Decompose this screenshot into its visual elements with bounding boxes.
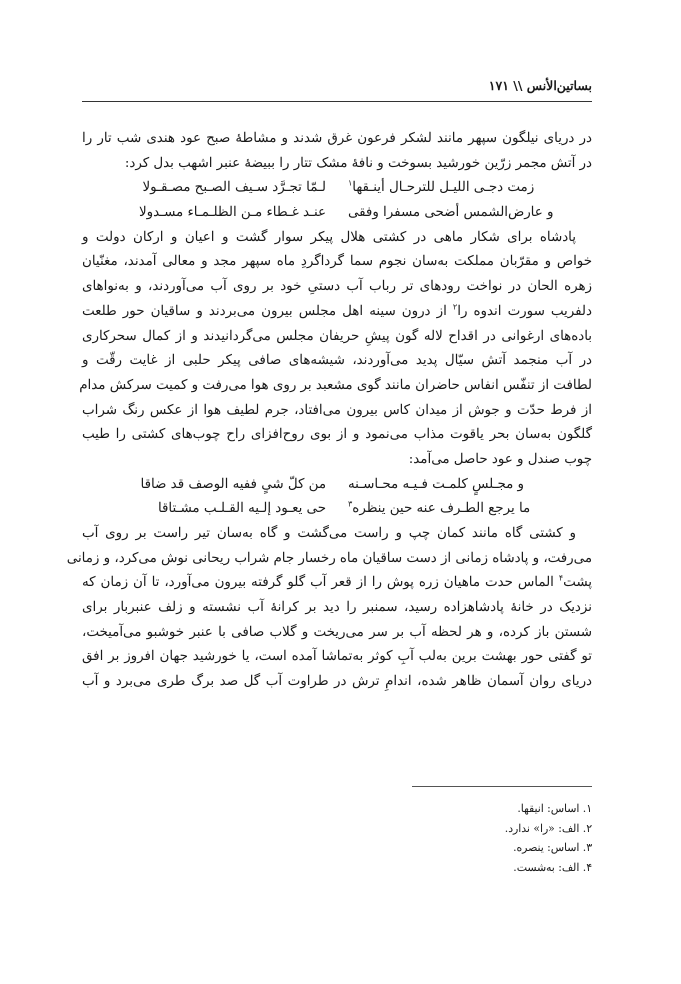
verse-hemistich-second: عنـد غـطاء مـن الظلـمـاء مسـدولا — [139, 205, 326, 221]
text-line: پشت$^۴$ الماس حدت ماهیان زره پوش را از قعر آب گلو گرفته بیرون می‌آورد، تا آن زمان که — [82, 573, 592, 591]
verse-hemistich-first: ما یرجع الطـرف عنه حین ینظره$^۳$ — [348, 499, 531, 517]
footnote-marker: ۴ — [558, 573, 564, 583]
footnote-marker: ۳ — [348, 499, 353, 509]
verse-hemistich-first: و عارض‌الشمس أضحی مسفرا وفقی — [348, 205, 554, 221]
verse-line — [82, 176, 592, 201]
text-line: و کشتی گاه مانند کمان چپ و راست می‌گشت و گاه به‌سان تیر راست بر روی آب — [82, 526, 576, 541]
text-line: زهره الحان در نواخت رودهای تر رباب آب دستیِ خود بر روی آب می‌آوردند، و به‌نواهای — [82, 279, 592, 295]
text-line: باده‌های ارغوانی در اقداح لاله گون پیشِ حریفان مجلس می‌گردانیدند و از کمال سحرکاری — [82, 328, 592, 344]
verse-hemistich-second: لـمّا تجـرَّد سـیف الصـبح مصـقـولا — [142, 180, 326, 196]
verse-line — [82, 473, 592, 498]
verse-hemistich-second: حی یعـود إلـیه القـلـب مشـتاقا — [157, 501, 326, 517]
main-text — [66, 127, 592, 695]
text-line: دریای روان آسمان ظاهر شده، اندامِ ترش در طراوت آب گل صد برگ طری می‌برد و آب — [82, 674, 592, 690]
text-line: شستن باز کرده، و هر لحظه آب بر سر می‌ریخت و گلاب صافی با عنبر خوشبو می‌آمیخت، — [82, 624, 592, 640]
running-title: بساتین‌الأنس \\ ۱۷۱ — [488, 78, 592, 93]
verse-line — [82, 201, 592, 226]
text-line: تو گفتی حور بهشت برین به‌لب آبِ کوثر به‌تماشا آمده است، یا خورشید جهان افروز بر افق — [82, 649, 592, 665]
text-line: گلگون به‌سان بحر یاقوت مذاب می‌نمود و از بوی روح‌افزای راح چوب‌های کشتی را طیب — [82, 427, 592, 443]
text-line: نزدیک در خانهٔ پادشاهزاده رسید، سمنبر را دید بر کرانهٔ آب نشسته و زلف عنبربار برای — [82, 600, 592, 616]
footnote-rule — [412, 786, 592, 787]
header-rule — [82, 101, 592, 102]
text-line: لطافت از تنفّس انفاس حاضران مانند گوی مشعبد بر روی هوا می‌رفت و کمیت سرکش مدام — [79, 377, 592, 393]
footnotes — [292, 799, 592, 878]
footnote: ۲. الف: «را» ندارد. — [504, 821, 592, 835]
verse-hemistich-first: زمت دجـی اللیـل للترحـال أینـقها$^۱$ — [348, 178, 535, 196]
text-line: در آب منجمد آتش سیّال پدید می‌آوردند، شیشه‌های صافی پیکر حلبی از غایت رقّت و — [82, 353, 592, 369]
footnote-marker: ۲ — [452, 302, 458, 312]
text-line: چوب صندل و عود حاصل می‌آمد: — [408, 451, 592, 467]
footnote: ۴. الف: به‌شست. — [513, 861, 592, 875]
running-header — [82, 78, 592, 100]
text-line: دلفریب سورت اندوه را$^۲$ از درون سینه اهل مجلس بیرون می‌بردند و ساقیان حور طلعت — [82, 302, 592, 319]
text-line: از فرط حدّت و جوش از میدان کاس بیرون می‌افتاد، جرم لطیف هوا از عکس رنگ شراب — [82, 402, 592, 418]
verse-line — [82, 497, 592, 522]
text-line: در آتش مجمر زرّین خورشید بسوخت و نافهٔ مشک تتار را ببیضهٔ عنبر اشهب بدل کرد: — [124, 155, 592, 171]
footnote: ۳. اساس: ینصره. — [513, 841, 592, 855]
verse-hemistich-second: من کلّ شیٍ ففیه الوصف قد ضاقا — [140, 476, 326, 492]
footnote: ۱. اساس: انیقها. — [517, 802, 592, 815]
text-line: می‌رفت، و پادشاه زمانی از دست ساقیان ماه رخسار جام شراب ریحانی نوش می‌کرد، و زمانی — [66, 550, 592, 566]
text-line: در دریای نیلگون سپهر مانند لشکر فرعون غرق شدند و مشاطهٔ صبح عود هندی شب تار را — [82, 131, 592, 146]
text-line: خواص و مقرّبان مملکت به‌سان نجوم سما گرداگردِ ماه سپهر مجد و معالی آمدند، مغنّیان — [82, 254, 592, 270]
text-line: پادشاه برای شکار ماهی در کشتی هلال پیکر سوار گشت و اعیان و ارکان دولت و — [82, 229, 576, 245]
verse-hemistich-first: و مجـلسٍ کلمـت فـیـه محـاسـنه — [348, 476, 525, 492]
footnote-marker: ۱ — [348, 178, 353, 188]
